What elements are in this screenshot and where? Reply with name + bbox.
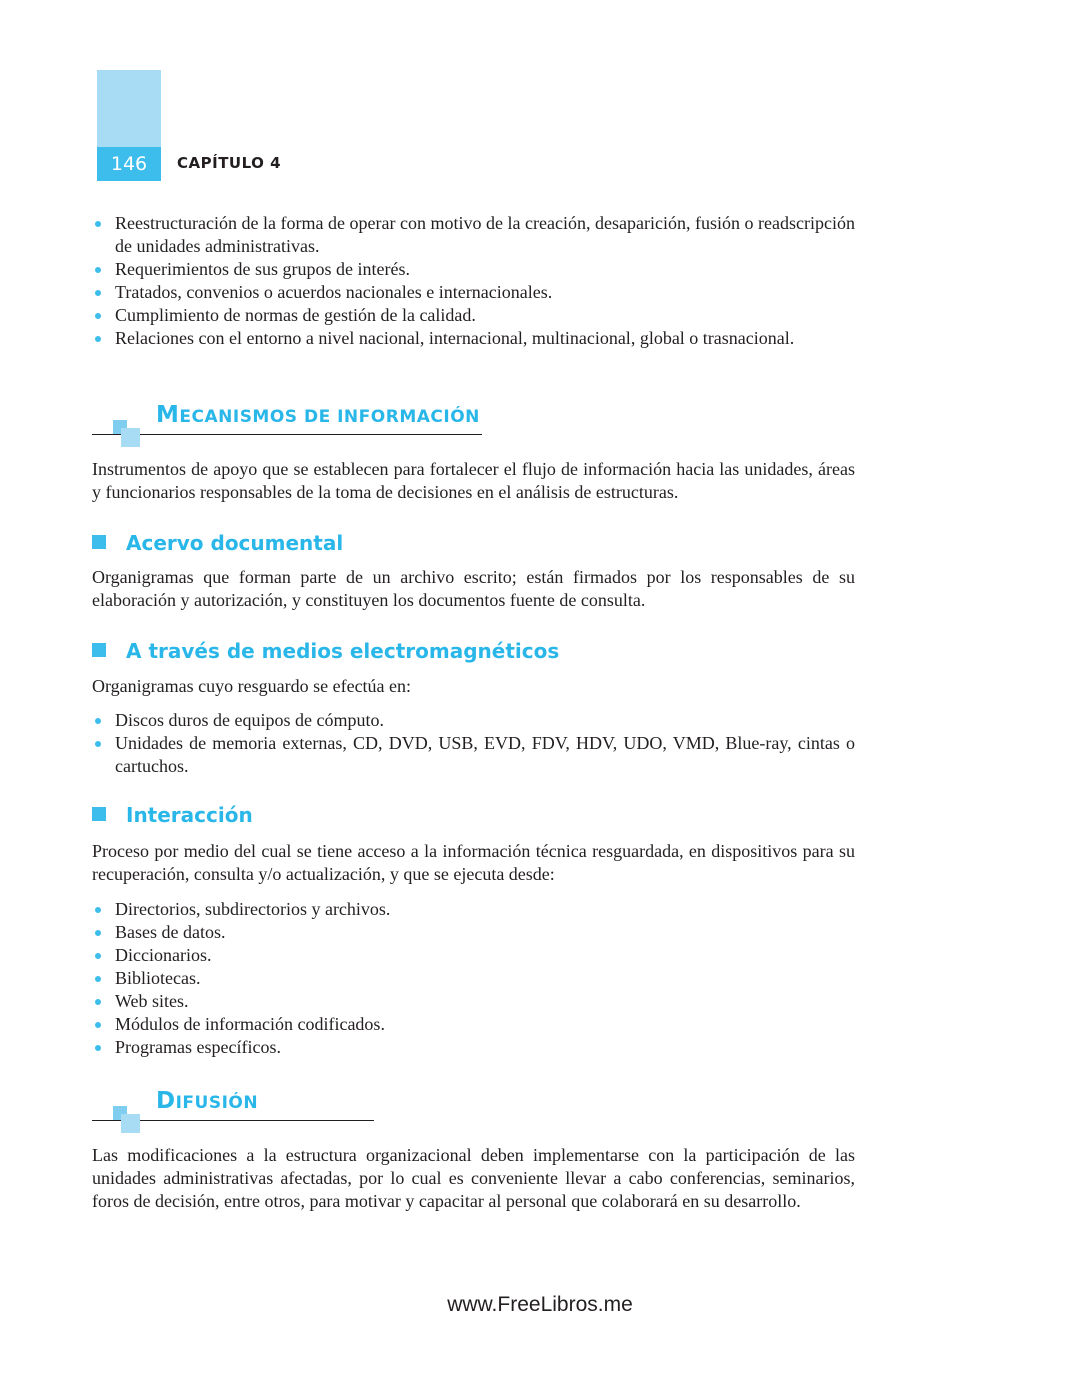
list-item: Directorios, subdirectorios y archivos. [92,898,855,921]
list-item: Diccionarios. [92,944,855,967]
square-bullet-icon [92,643,106,657]
heading-square-icon [121,428,140,447]
intro-bullet-list [92,212,855,350]
interaccion-bullet-list [92,898,855,1059]
list-item: Web sites. [92,990,855,1013]
square-bullet-icon [92,807,106,821]
list-item: Reestructuración de la forma de operar con motivo de la creación, desaparición, fusión o readscripción de unidades administrativas. [92,212,855,258]
paragraph: Instrumentos de apoyo que se establecen para fortalecer el flujo de información hacia las unidades, áreas y funcionarios responsables de la toma de decisiones en el análisis de estructuras. [92,459,855,502]
list-item: Requerimientos de sus grupos de interés. [92,258,855,281]
paragraph: Proceso por medio del cual se tiene acceso a la información técnica resguardada, en dispositivos para su recuperación, consulta y/o actualización, y que se ejecuta desde: [92,841,855,884]
page-number: 146 [97,147,161,181]
subheading-interaccion [92,802,253,828]
subheading-text: Acervo documental [126,531,344,555]
footer-url: www.FreeLibros.me [447,1293,633,1316]
section-heading-difusion [92,1090,374,1121]
heading-text: IFUSIÓN [175,1093,259,1113]
subheading-text: Interacción [126,803,253,827]
list-item: Tratados, convenios o acuerdos nacionales e internacionales. [92,281,855,304]
list-item: Módulos de información codificados. [92,1013,855,1036]
list-item: Programas específicos. [92,1036,855,1059]
subheading-medios [92,638,559,664]
list-item: Bases de datos. [92,921,855,944]
list-item: Discos duros de equipos de cómputo. [92,709,855,732]
heading-text: ECANISMOS DE INFORMACIÓN [179,407,480,427]
list-item: Cumplimiento de normas de gestión de la calidad. [92,304,855,327]
subheading-text: A través de medios electromagnéticos [126,639,560,663]
chapter-label: CAPÍTULO 4 [177,154,282,172]
medios-bullet-list [92,709,855,778]
section-heading-mecanismos [92,404,482,435]
heading-initial: M [156,402,180,428]
subheading-acervo [92,530,343,556]
list-item: Bibliotecas. [92,967,855,990]
heading-initial: D [156,1088,176,1114]
list-item: Unidades de memoria externas, CD, DVD, USB, EVD, FDV, HDV, UDO, VMD, Blue-ray, cintas o cartuchos. [92,732,855,778]
square-bullet-icon [92,535,106,549]
heading-square-icon [121,1114,140,1133]
paragraph: Organigramas cuyo resguardo se efectúa en: [92,676,412,696]
paragraph: Las modificaciones a la estructura organizacional deben implementarse con la participación de las unidades administrativas afectadas, por lo cual es conveniente llevar a cabo conferencias, seminarios, foros de decisión, entre otros, para motivar y capacitar al personal que colaborará en su desarrollo. [92,1145,855,1211]
paragraph: Organigramas que forman parte de un archivo escrito; están firmados por los responsables de su elaboración y autorización, y constituyen los documentos fuente de consulta. [92,567,855,610]
list-item: Relaciones con el entorno a nivel nacional, internacional, multinacional, global o trasnacional. [92,327,855,350]
page-tab-decoration [97,70,161,147]
